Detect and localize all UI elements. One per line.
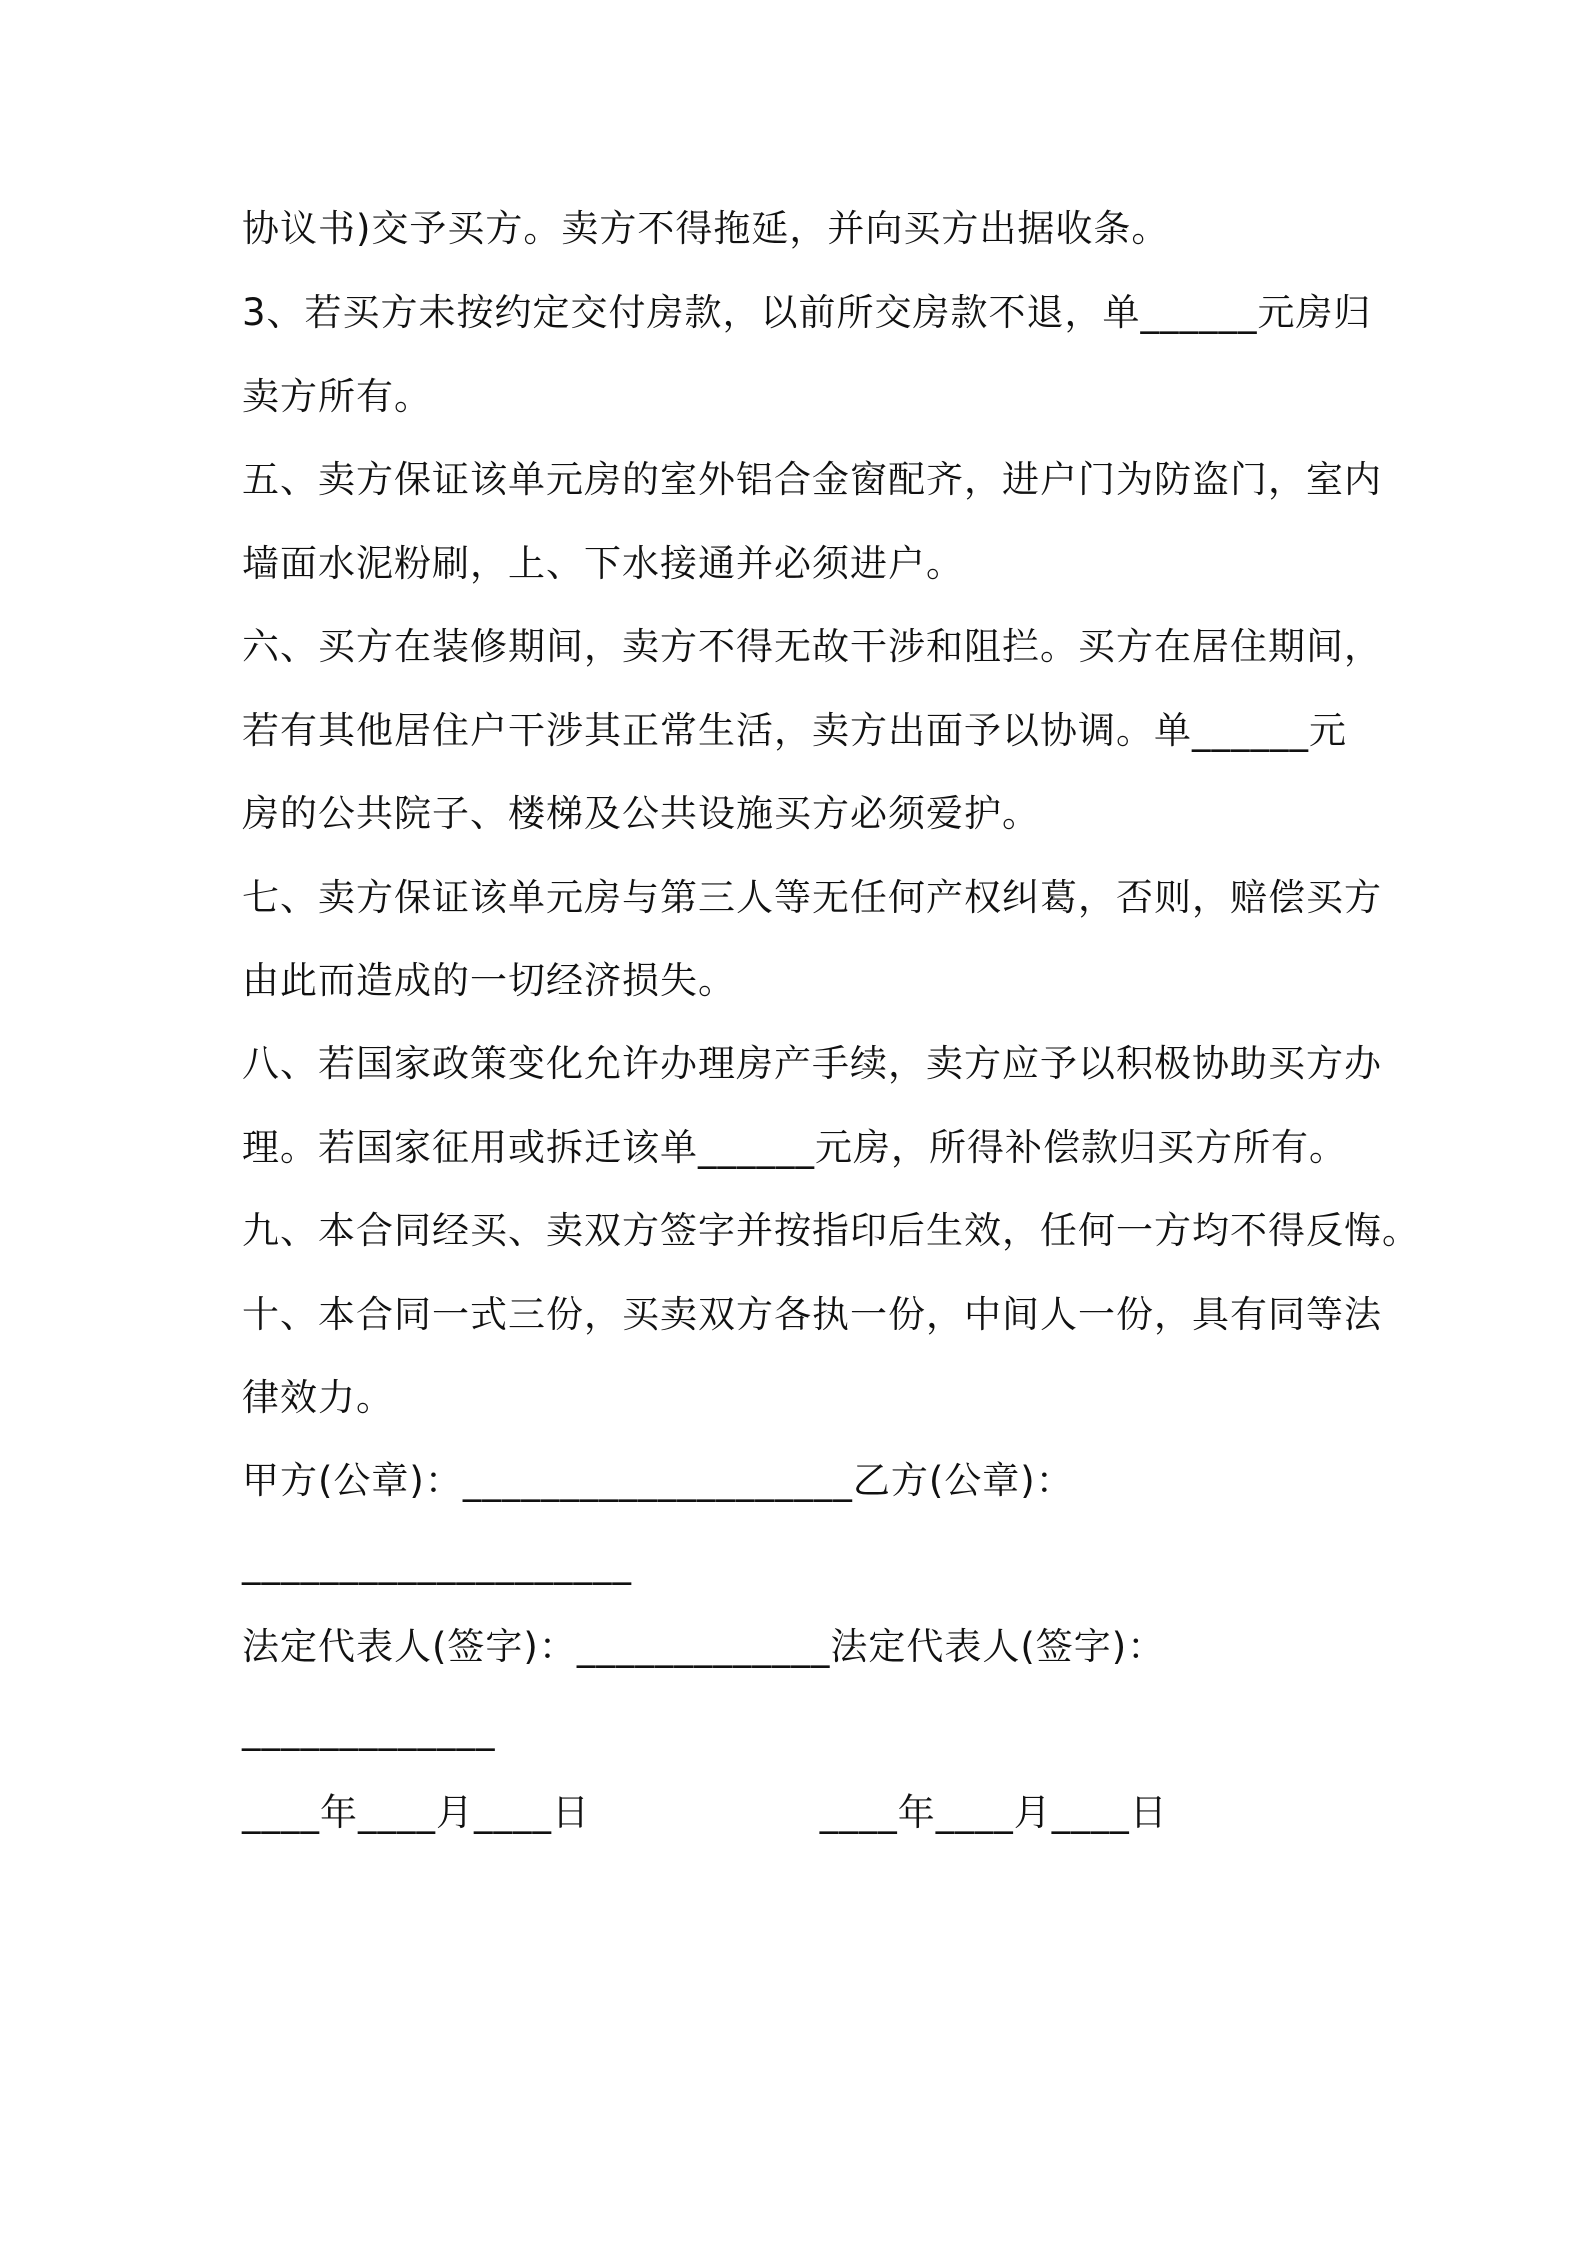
text-line: 九、本合同经买、卖双方签字并按指印后生效，任何一方均不得反悔。 xyxy=(242,1209,1420,1252)
text-line: 八、若国家政策变化允许办理房产手续，卖方应予以积极协助买方办 xyxy=(242,1042,1382,1085)
text-line: 由此而造成的一切经济损失。 xyxy=(242,959,736,1002)
text-line: 房的公共院子、楼梯及公共设施买方必须爱护。 xyxy=(242,792,1040,835)
text-line: 3、若买方未按约定交付房款，以前所交房款不退，单______元房归 xyxy=(242,291,1372,334)
text-line: 七、卖方保证该单元房与第三人等无任何产权纠葛，否则，赔偿买方 xyxy=(242,876,1382,919)
text-line: 墙面水泥粉刷，上、下水接通并必须进户。 xyxy=(242,542,964,585)
text-line: 协议书)交予买方。卖方不得拖延，并向买方出据收条。 xyxy=(242,207,1170,250)
text-line: 律效力。 xyxy=(242,1376,394,1419)
text-line: 十、本合同一式三份，买卖双方各执一份，中间人一份，具有同等法 xyxy=(242,1293,1382,1336)
signature-line-party-a-b: 甲方(公章)：____________________乙方(公章)： xyxy=(242,1459,1074,1502)
text-line: 卖方所有。 xyxy=(242,375,432,418)
signature-blank: ____________________ xyxy=(242,1542,632,1585)
signature-line-legal-rep: 法定代表人(签字)：_____________法定代表人(签字)： xyxy=(242,1625,1166,1668)
text-line: 六、买方在装修期间，卖方不得无故干涉和阻拦。买方在居住期间， xyxy=(242,625,1382,668)
signature-blank: _____________ xyxy=(242,1708,496,1751)
text-line: 理。若国家征用或拆迁该单______元房，所得补偿款归买方所有。 xyxy=(242,1126,1347,1169)
text-line: 五、卖方保证该单元房的室外铝合金窗配齐，进户门为防盗门，室内 xyxy=(242,458,1382,501)
date-line: ____年____月____日 ____年____月____日 xyxy=(242,1791,1168,1834)
text-line: 若有其他居住户干涉其正常生活，卖方出面予以协调。单______元 xyxy=(242,709,1347,752)
